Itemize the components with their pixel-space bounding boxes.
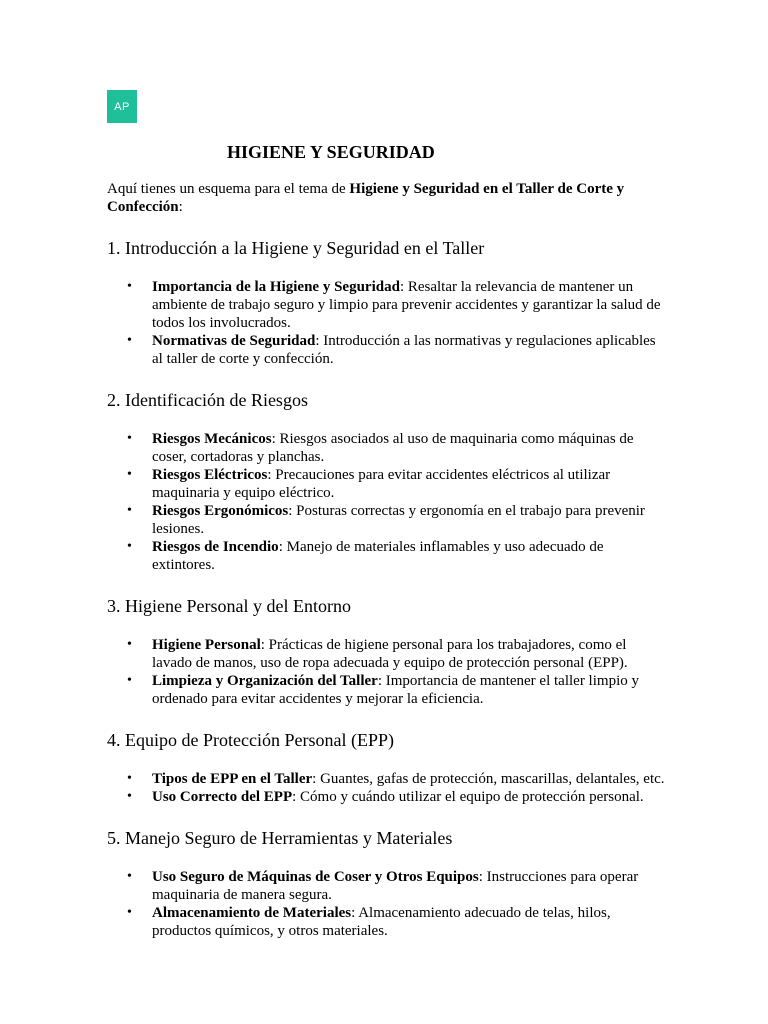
- item-text: : Manejo de materiales inflamables y uso adecuado de extintores.: [152, 539, 604, 573]
- list-item: [107, 868, 667, 904]
- section-heading: 3. Higiene Personal y del Entorno: [107, 596, 351, 616]
- item-term: Normativas de Seguridad: [152, 333, 316, 349]
- intro-suffix: :: [178, 199, 183, 215]
- list-item: [107, 332, 667, 368]
- section-heading: 1. Introducción a la Higiene y Seguridad en el Taller: [107, 238, 485, 258]
- list-item: [107, 770, 667, 788]
- item-term: Uso Seguro de Máquinas de Coser y Otros Equipos: [152, 869, 479, 885]
- item-text: : Instrucciones para operar maquinaria de manera segura.: [152, 869, 639, 903]
- avatar[interactable]: AP: [107, 90, 137, 123]
- item-term: Importancia de la Higiene y Seguridad: [152, 279, 400, 295]
- item-text: : Cómo y cuándo utilizar el equipo de protección personal.: [292, 789, 644, 805]
- item-text: : Importancia de mantener el taller limpio y ordenado para evitar accidentes y mejorar la eficiencia.: [152, 673, 639, 707]
- item-term: Riesgos de Incendio: [152, 539, 279, 555]
- bullet-list: [107, 770, 667, 806]
- bullet-list: [107, 868, 667, 940]
- bullet-list: [107, 636, 667, 708]
- item-text: : Riesgos asociados al uso de maquinaria como máquinas de coser, cortadoras y planchas.: [152, 431, 634, 465]
- bullet-list: [107, 430, 667, 574]
- item-text: : Prácticas de higiene personal para los trabajadores, como el lavado de manos, uso de ropa adecuada y equipo de protección personal (EPP).: [152, 637, 628, 671]
- item-term: Almacenamiento de Materiales: [152, 905, 352, 921]
- document-body: [107, 140, 667, 940]
- item-term: Tipos de EPP en el Taller: [152, 771, 313, 787]
- bullet-list: [107, 278, 667, 368]
- list-item: [107, 788, 667, 806]
- intro-prefix: Aquí tienes un esquema para el tema de: [107, 181, 350, 197]
- section-heading: 2. Identificación de Riesgos: [107, 390, 308, 410]
- document-title: HIGIENE Y SEGURIDAD: [227, 142, 435, 162]
- section-heading: 4. Equipo de Protección Personal (EPP): [107, 730, 394, 750]
- list-item: [107, 672, 667, 708]
- item-text: : Guantes, gafas de protección, mascarillas, delantales, etc.: [312, 771, 665, 787]
- item-term: Uso Correcto del EPP: [152, 789, 293, 805]
- intro-topic: Higiene y Seguridad en el Taller de Corte y Confección: [107, 181, 625, 215]
- item-term: Riesgos Mecánicos: [152, 431, 272, 447]
- item-text: : Posturas correctas y ergonomía en el trabajo para prevenir lesiones.: [152, 503, 645, 537]
- item-text: : Precauciones para evitar accidentes eléctricos al utilizar maquinaria y equipo eléctrico.: [152, 467, 611, 501]
- list-item: [107, 278, 667, 332]
- list-item: [107, 430, 667, 466]
- item-term: Limpieza y Organización del Taller: [152, 673, 378, 689]
- item-term: Higiene Personal: [152, 637, 261, 653]
- intro-paragraph: [107, 180, 667, 216]
- list-item: [107, 466, 667, 502]
- item-text: : Almacenamiento adecuado de telas, hilos, productos químicos, y otros materiales.: [152, 905, 611, 939]
- item-text: : Introducción a las normativas y regulaciones aplicables al taller de corte y confección.: [152, 333, 656, 367]
- item-text: : Resaltar la relevancia de mantener un ambiente de trabajo seguro y limpio para prevenir accidentes y garantizar la salud de todos los involucrados.: [152, 279, 661, 331]
- list-item: [107, 636, 667, 672]
- list-item: [107, 502, 667, 538]
- item-term: Riesgos Eléctricos: [152, 467, 268, 483]
- item-term: Riesgos Ergonómicos: [152, 503, 289, 519]
- section-heading: 5. Manejo Seguro de Herramientas y Materiales: [107, 828, 453, 848]
- list-item: [107, 904, 667, 940]
- list-item: [107, 538, 667, 574]
